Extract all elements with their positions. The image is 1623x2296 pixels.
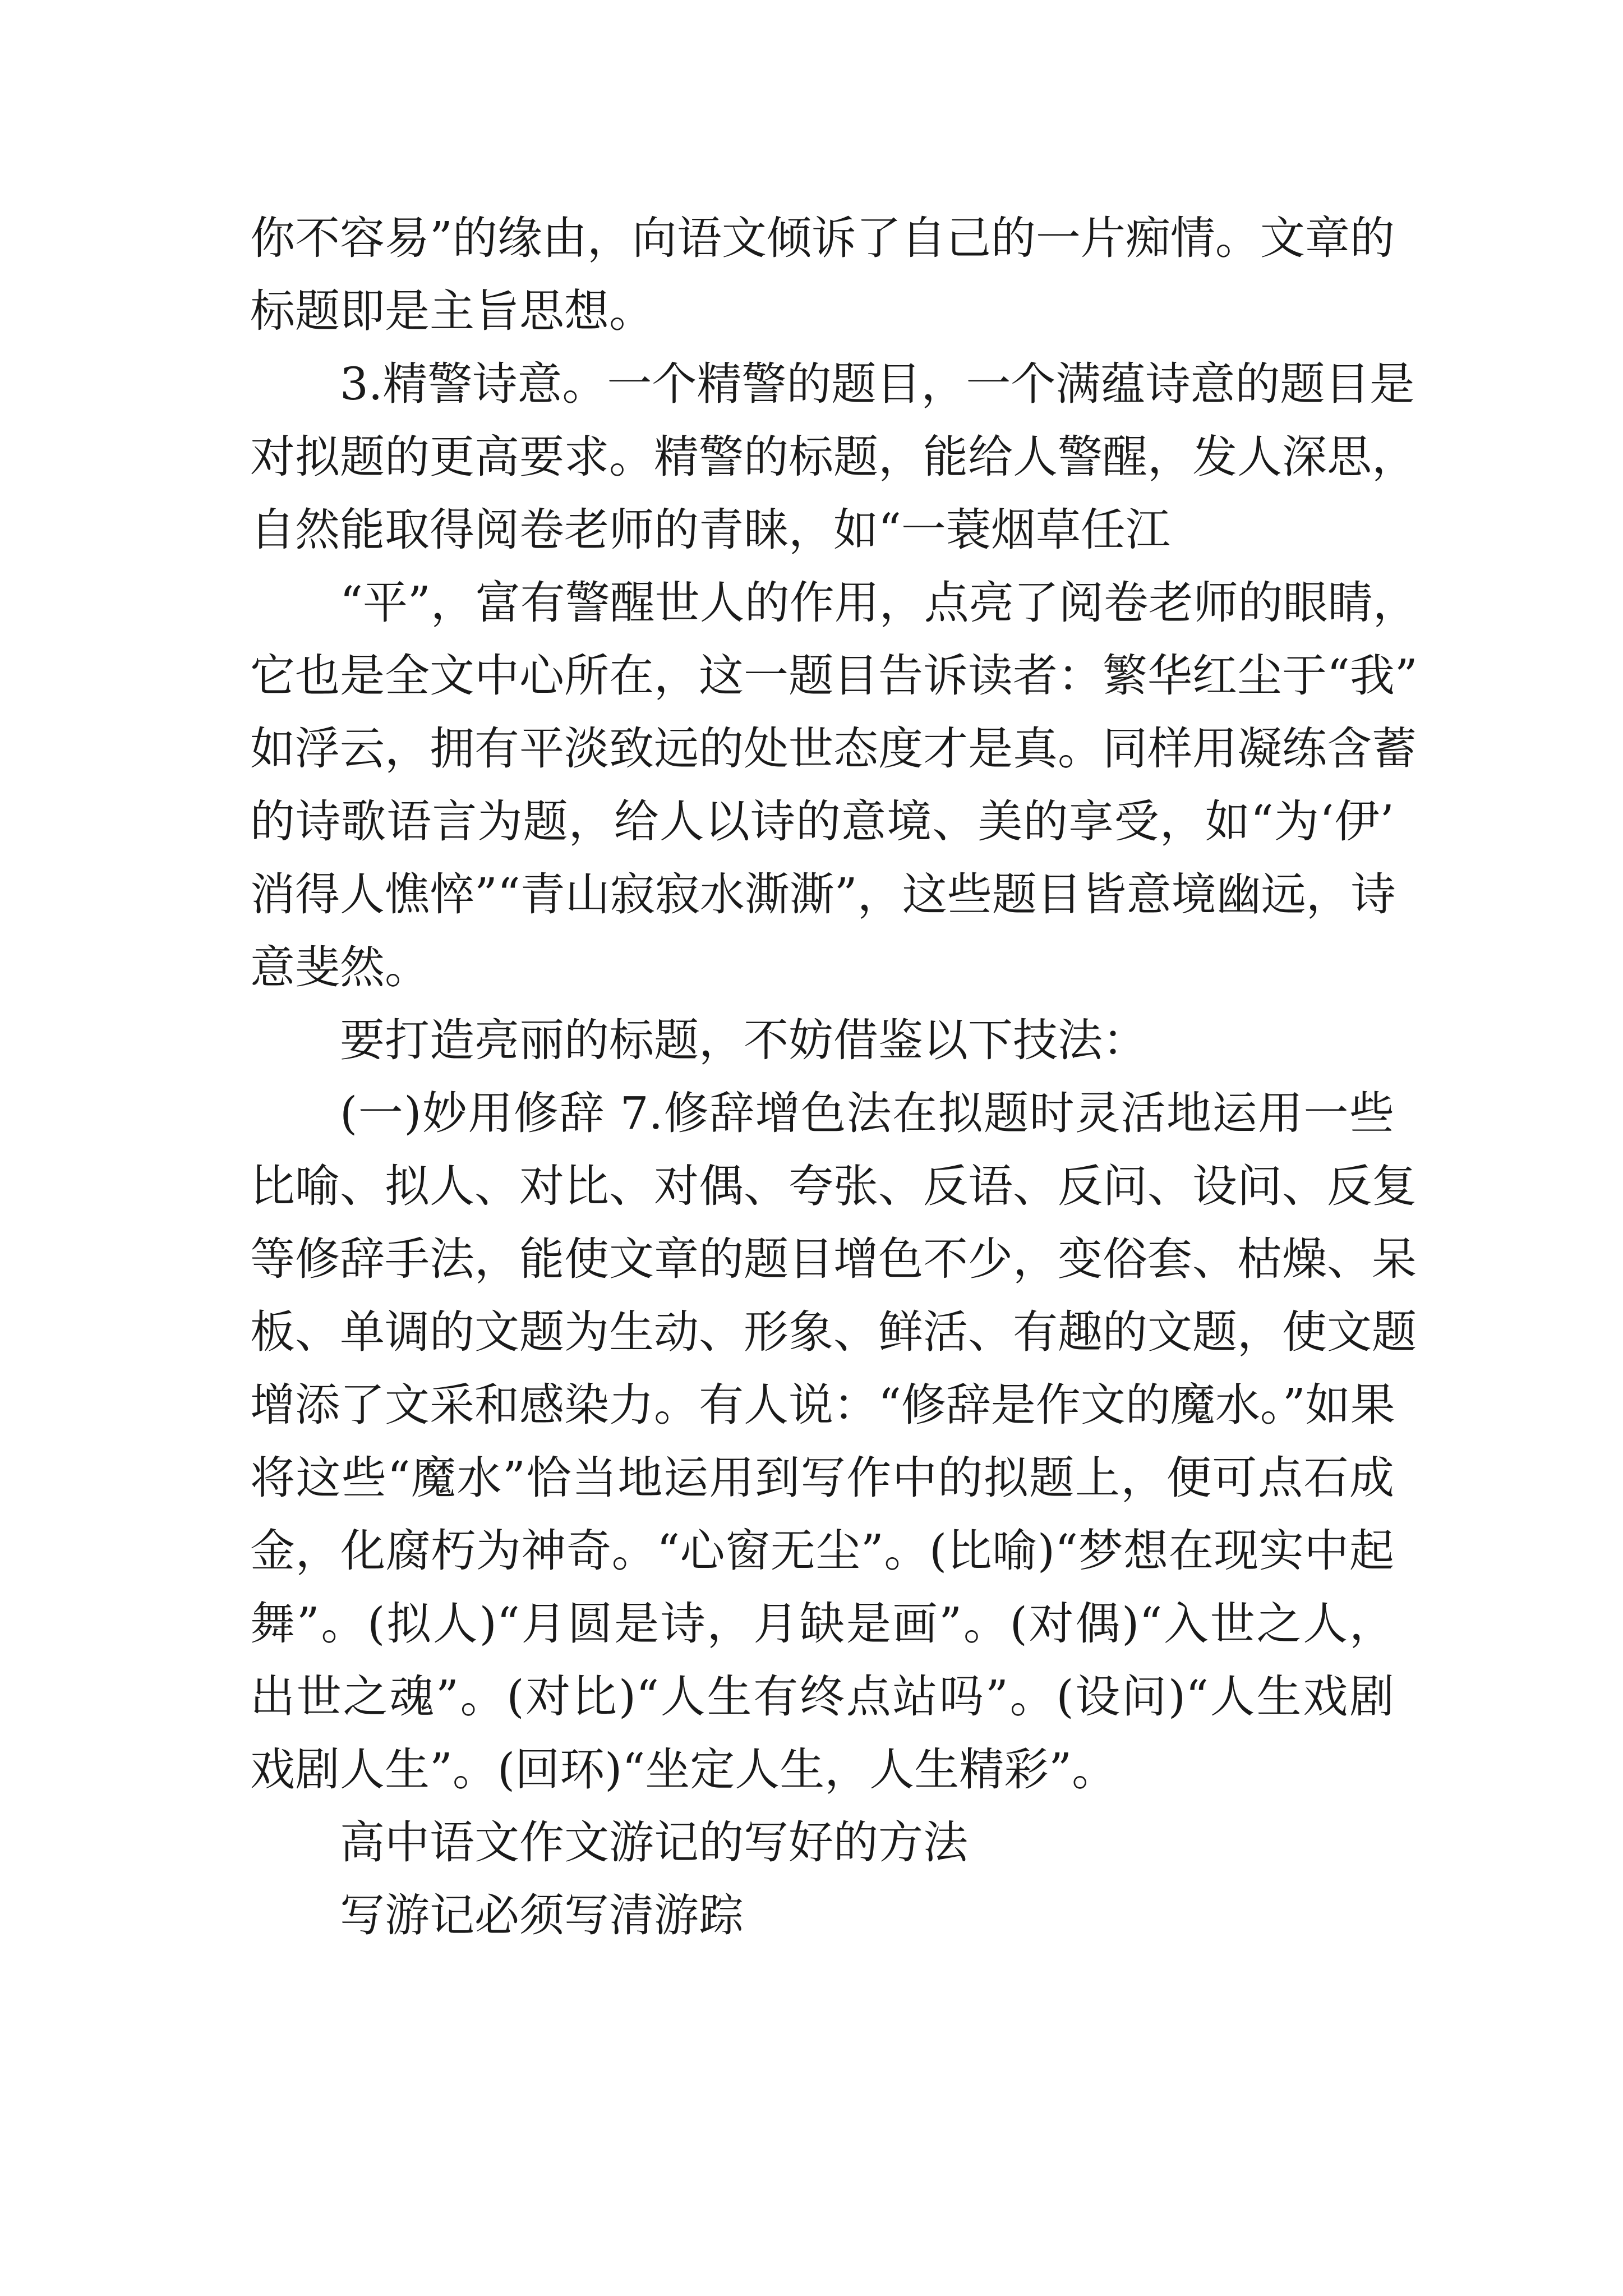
text-line: 消得人憔悴”“青山寂寂水澌澌”，这些题目皆意境幽远，诗 (250, 868, 1396, 921)
paragraph-continuation (250, 202, 1394, 348)
text-line: 要打造亮丽的标题，不妨借鉴以下技法： (340, 1014, 1147, 1066)
text-line: 对拟题的更高要求。精警的标题，能给人警醒，发人深思， (250, 431, 1417, 483)
text-line: 高中语文作文游记的写好的方法 (340, 1816, 968, 1869)
text-line: (一)妙用修辞 7.修辞增色法在拟题时灵活地运用一些 (340, 1087, 1394, 1139)
text-line: 3.精警诗意。一个精警的题目，一个满蕴诗意的题目是 (340, 358, 1415, 410)
paragraph-rhetoric (250, 1077, 1417, 1806)
text-line: 它也是全文中心所在，这一题目告诉读者：繁华红尘于“我” (250, 650, 1418, 702)
text-line: 板、单调的文题为生动、形象、鲜活、有趣的文题，使文题 (250, 1306, 1417, 1358)
text-line: “平”，富有警醒世人的作用，点亮了阅卷老师的眼睛， (340, 577, 1418, 629)
text-line: 等修辞手法，能使文章的题目增色不少，变俗套、枯燥、呆 (250, 1233, 1417, 1285)
text-line: 将这些“魔水”恰当地运用到写作中的拟题上，便可点石成 (250, 1452, 1394, 1504)
text-line: 自然能取得阅卷老师的青睐，如“一蓑烟草任江 (250, 504, 1170, 556)
text-line: 写游记必须写清游踪 (340, 1889, 744, 1941)
text-line: 金，化腐朽为神奇。“心窗无尘”。(比喻)“梦想在现实中起 (250, 1525, 1394, 1577)
text-line: 舞”。(拟人)“月圆是诗，月缺是画”。(对偶)“入世之人， (250, 1598, 1394, 1650)
text-line: 如浮云，拥有平淡致远的处世态度才是真。同样用凝练含蓄 (250, 723, 1417, 775)
text-line: 的诗歌语言为题，给人以诗的意境、美的享受，如“为‘伊’ (250, 795, 1394, 848)
document-body (250, 202, 1418, 1952)
paragraph-techniques-intro (250, 1004, 1394, 1077)
section-heading-travelogue (250, 1806, 1394, 1879)
paragraph-example-analysis (250, 567, 1418, 1004)
subheading-itinerary (250, 1879, 1394, 1952)
text-line: 增添了文采和感染力。有人说：“修辞是作文的魔水。”如果 (250, 1379, 1395, 1431)
text-line: 出世之魂”。(对比)“人生有终点站吗”。(设问)“人生戏剧 (250, 1671, 1394, 1723)
text-line: 你不容易”的缘由，向语文倾诉了自己的一片痴情。文章的 (250, 212, 1395, 264)
text-line: 意斐然。 (250, 941, 430, 993)
paragraph-precise-poetic (250, 348, 1417, 567)
text-line: 比喻、拟人、对比、对偶、夸张、反语、反问、设问、反复 (250, 1160, 1417, 1212)
text-line: 戏剧人生”。(回环)“坐定人生，人生精彩”。 (250, 1743, 1117, 1796)
text-line: 标题即是主旨思想。 (250, 285, 654, 337)
